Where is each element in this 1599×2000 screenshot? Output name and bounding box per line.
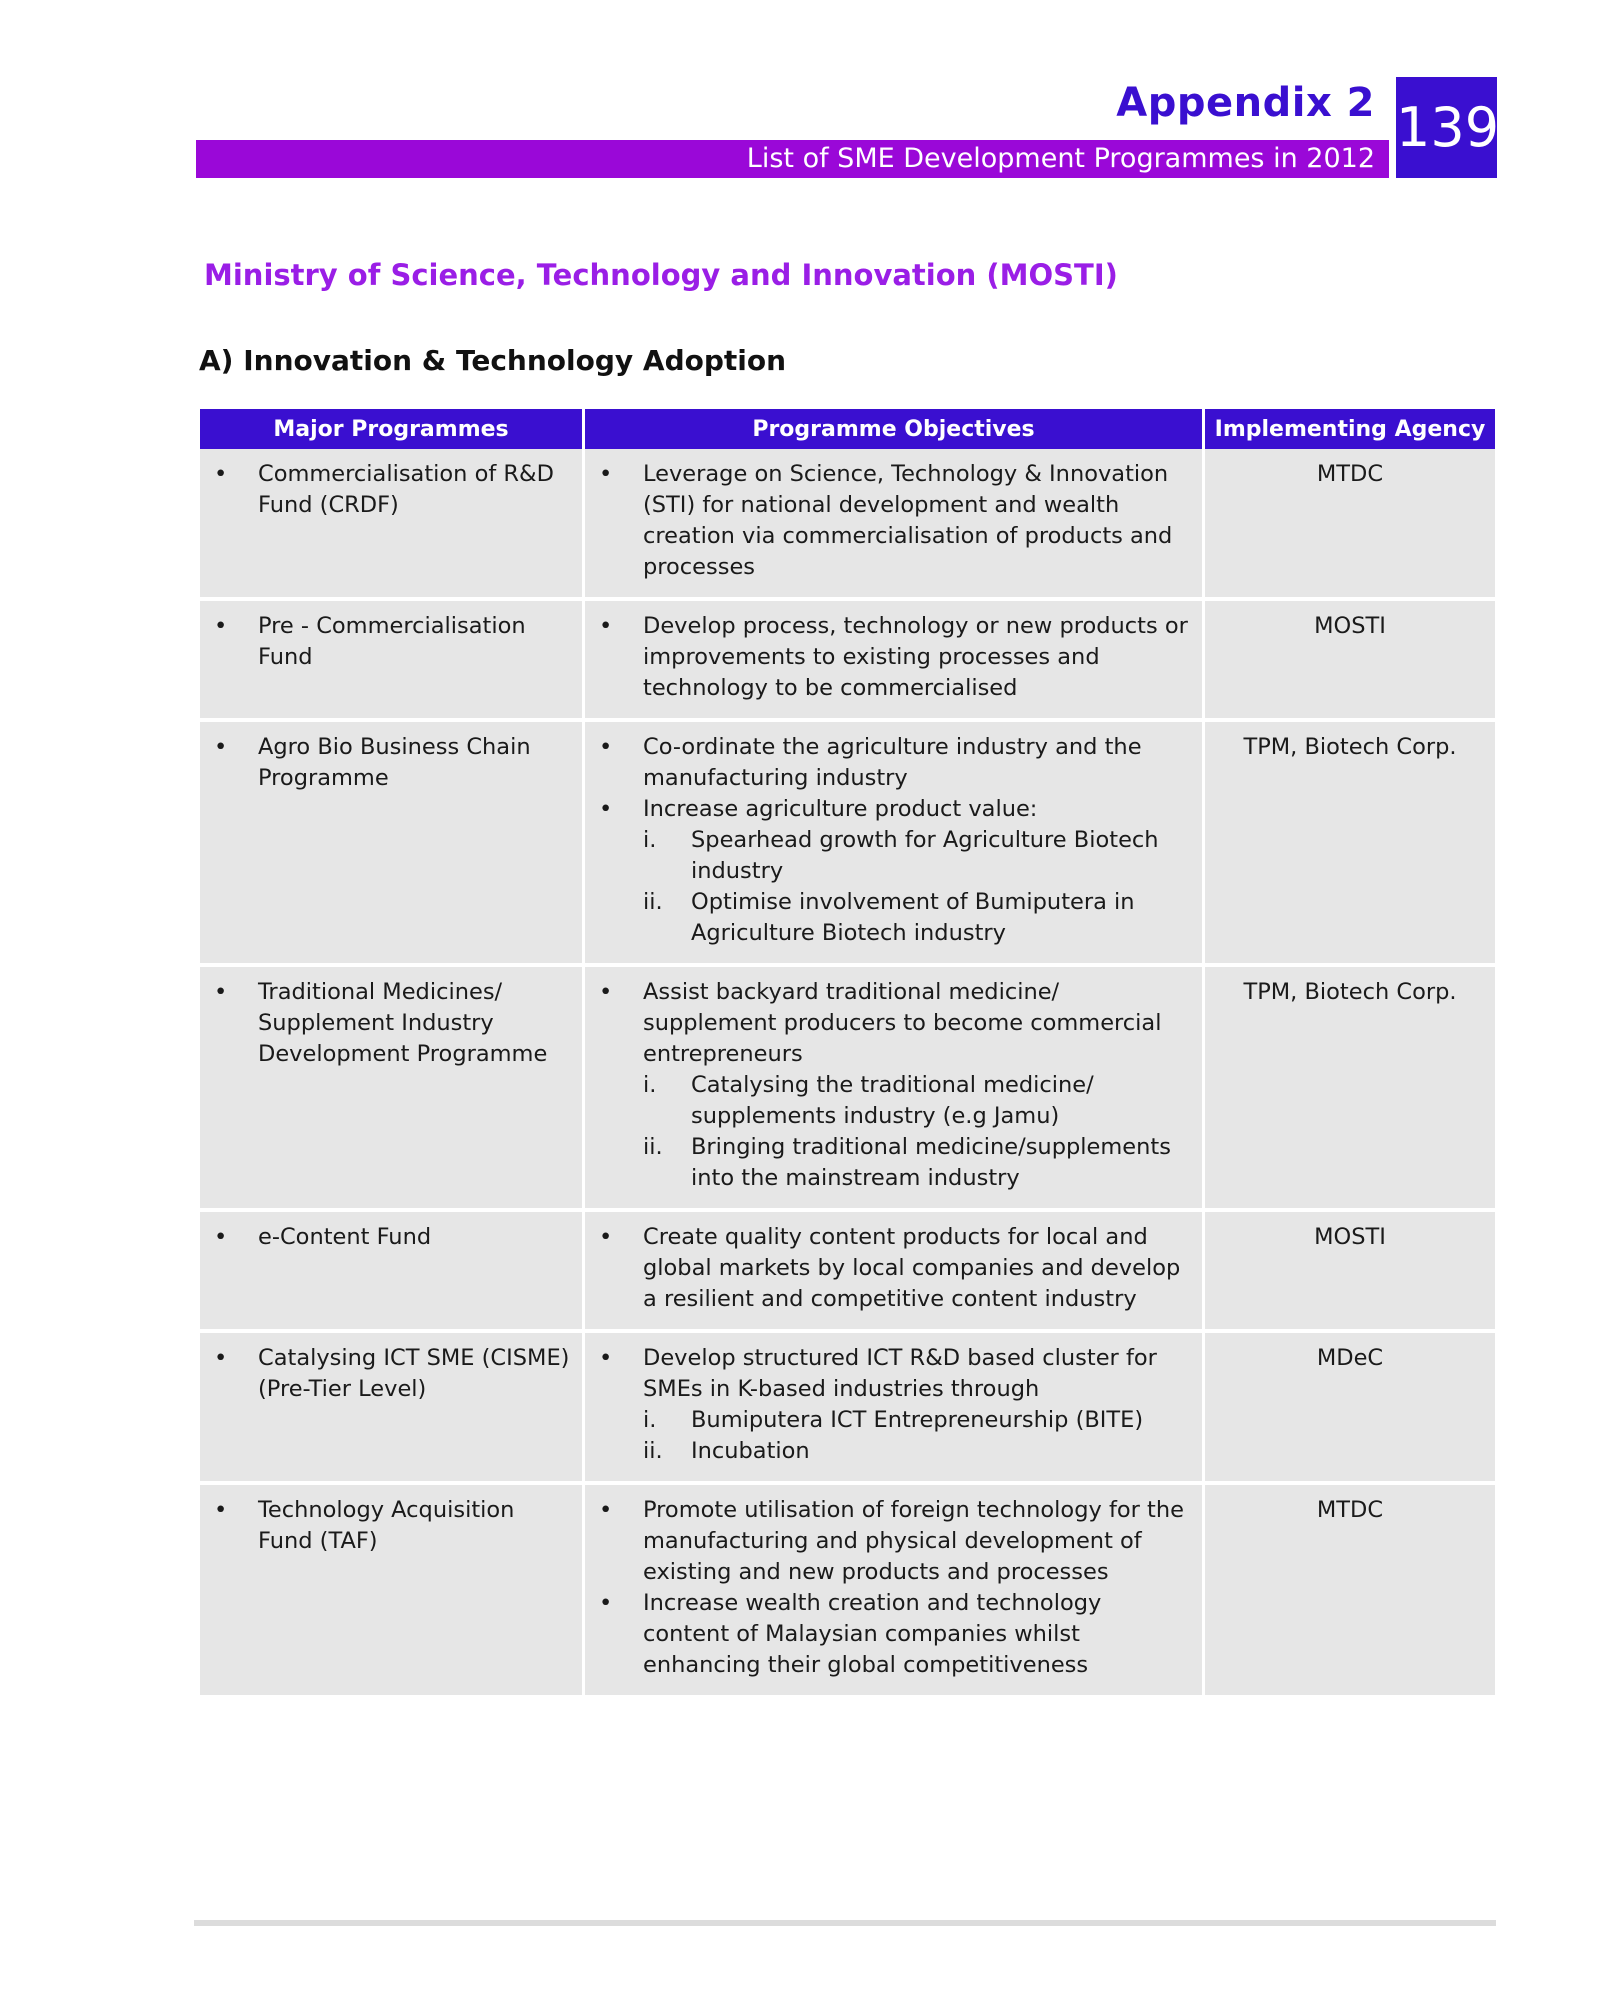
footer-rule — [194, 1920, 1496, 1926]
sub-objective-text: Incubation — [691, 1438, 810, 1464]
document-subtitle: List of SME Development Programmes in 2012 — [746, 143, 1375, 174]
objectives-cell — [585, 449, 1202, 601]
bullet-icon: • — [599, 796, 613, 822]
programme-cell — [200, 722, 582, 967]
programme-item — [210, 1495, 572, 1557]
ministry-title: Ministry of Science, Technology and Innovation (MOSTI) — [204, 258, 1118, 292]
column-header-agency: Implementing Agency — [1205, 409, 1495, 449]
objective-text: Develop structured ICT R&D based cluster for SMEs in K-based industries through — [643, 1345, 1157, 1402]
programme-item — [210, 977, 572, 1070]
bullet-icon: • — [599, 613, 613, 639]
programme-cell — [200, 449, 582, 601]
bullet-icon: • — [599, 1224, 613, 1250]
appendix-title: Appendix 2 — [1116, 80, 1375, 126]
section-title: A) Innovation & Technology Adoption — [199, 344, 787, 377]
bullet-icon: • — [214, 734, 228, 760]
programme-cell — [200, 967, 582, 1212]
sub-objective-number: i. — [643, 1407, 657, 1433]
table-header-row — [200, 409, 1495, 449]
bullet-icon: • — [599, 734, 613, 760]
agency-cell: MOSTI — [1205, 601, 1495, 722]
objective-text: Increase agriculture product value: — [643, 796, 1038, 822]
sub-objective-number: ii. — [643, 889, 663, 915]
agency-cell: MOSTI — [1205, 1212, 1495, 1333]
programme-table — [197, 409, 1498, 1699]
agency-cell: TPM, Biotech Corp. — [1205, 722, 1495, 967]
agency-cell: TPM, Biotech Corp. — [1205, 967, 1495, 1212]
programme-name: Catalysing ICT SME (CISME) (Pre-Tier Level) — [258, 1345, 570, 1402]
bullet-icon: • — [599, 1345, 613, 1371]
programme-item — [210, 1343, 572, 1405]
programme-name: Technology Acquisition Fund (TAF) — [258, 1497, 515, 1554]
programme-name: Commercialisation of R&D Fund (CRDF) — [258, 461, 554, 518]
objectives-cell — [585, 722, 1202, 967]
bullet-icon: • — [599, 461, 613, 487]
programme-cell — [200, 601, 582, 722]
table-row — [200, 967, 1495, 1212]
bullet-icon: • — [214, 461, 228, 487]
programme-item — [210, 459, 572, 521]
sub-objective-number: ii. — [643, 1438, 663, 1464]
table-row — [200, 449, 1495, 601]
objective-item — [595, 459, 1192, 583]
programme-cell — [200, 1212, 582, 1333]
objectives-cell — [585, 967, 1202, 1212]
sub-objective-text: Catalysing the traditional medicine/ supplements industry (e.g Jamu) — [691, 1072, 1094, 1129]
agency-cell: MDeC — [1205, 1333, 1495, 1485]
sub-objective-text: Bringing traditional medicine/supplements into the mainstream industry — [691, 1134, 1171, 1191]
programme-name: Traditional Medicines/ Supplement Industry Development Programme — [258, 979, 548, 1067]
sub-objective-item — [643, 1405, 1192, 1436]
objective-item — [595, 794, 1192, 825]
objectives-cell — [585, 1333, 1202, 1485]
objective-item — [595, 732, 1192, 794]
table-body — [200, 449, 1495, 1699]
objectives-cell — [585, 601, 1202, 722]
objectives-cell — [585, 1212, 1202, 1333]
sub-objective-item — [643, 1132, 1192, 1194]
objective-item — [595, 1588, 1192, 1681]
objective-text: Promote utilisation of foreign technology for the manufacturing and physical development of existing and new products and processes — [643, 1497, 1184, 1585]
page-number: 139 — [1396, 77, 1497, 178]
column-header-objectives: Programme Objectives — [585, 409, 1202, 449]
programme-item — [210, 1222, 572, 1253]
programme-name: Pre - Commercialisation Fund — [258, 613, 526, 670]
header-bar — [196, 140, 1389, 178]
table-row — [200, 1485, 1495, 1699]
objective-text: Leverage on Science, Technology & Innovation (STI) for national development and wealth creation via commercialisation of products and processes — [643, 461, 1173, 580]
table-row — [200, 1212, 1495, 1333]
agency-cell: MTDC — [1205, 449, 1495, 601]
bullet-icon: • — [214, 979, 228, 1005]
bullet-icon: • — [214, 1345, 228, 1371]
table-row — [200, 722, 1495, 967]
objective-item — [595, 1222, 1192, 1315]
sub-objective-text: Spearhead growth for Agriculture Biotech industry — [691, 827, 1159, 884]
objectives-cell — [585, 1485, 1202, 1699]
sub-objective-text: Optimise involvement of Bumiputera in Agriculture Biotech industry — [691, 889, 1135, 946]
bullet-icon: • — [599, 1497, 613, 1523]
programme-item — [210, 732, 572, 794]
objective-text: Co-ordinate the agriculture industry and the manufacturing industry — [643, 734, 1142, 791]
table-row — [200, 601, 1495, 722]
sub-objective-item — [643, 887, 1192, 949]
objective-item — [595, 977, 1192, 1070]
objective-text: Create quality content products for local and global markets by local companies and develop a resilient and competitive content industry — [643, 1224, 1181, 1312]
objective-text: Assist backyard traditional medicine/ supplement producers to become commercial entrepreneurs — [643, 979, 1162, 1067]
sub-objective-number: i. — [643, 1072, 657, 1098]
programme-cell — [200, 1485, 582, 1699]
bullet-icon: • — [599, 1590, 613, 1616]
agency-cell: MTDC — [1205, 1485, 1495, 1699]
sub-objective-item — [643, 1436, 1192, 1467]
objective-item — [595, 1495, 1192, 1588]
sub-objective-item — [643, 1070, 1192, 1132]
sub-objective-item — [643, 825, 1192, 887]
table-row — [200, 1333, 1495, 1485]
column-header-programmes: Major Programmes — [200, 409, 582, 449]
sub-objective-number: i. — [643, 827, 657, 853]
programme-cell — [200, 1333, 582, 1485]
programme-item — [210, 611, 572, 673]
bullet-icon: • — [214, 613, 228, 639]
bullet-icon: • — [599, 979, 613, 1005]
sub-objective-text: Bumiputera ICT Entrepreneurship (BITE) — [691, 1407, 1144, 1433]
programme-name: Agro Bio Business Chain Programme — [258, 734, 531, 791]
sub-objective-number: ii. — [643, 1134, 663, 1160]
objective-text: Increase wealth creation and technology content of Malaysian companies whilst enhancing their global competitiveness — [643, 1590, 1102, 1678]
bullet-icon: • — [214, 1224, 228, 1250]
programme-name: e-Content Fund — [258, 1224, 432, 1250]
bullet-icon: • — [214, 1497, 228, 1523]
objective-item — [595, 1343, 1192, 1405]
objective-item — [595, 611, 1192, 704]
objective-text: Develop process, technology or new products or improvements to existing processes and technology to be commercialised — [643, 613, 1188, 701]
